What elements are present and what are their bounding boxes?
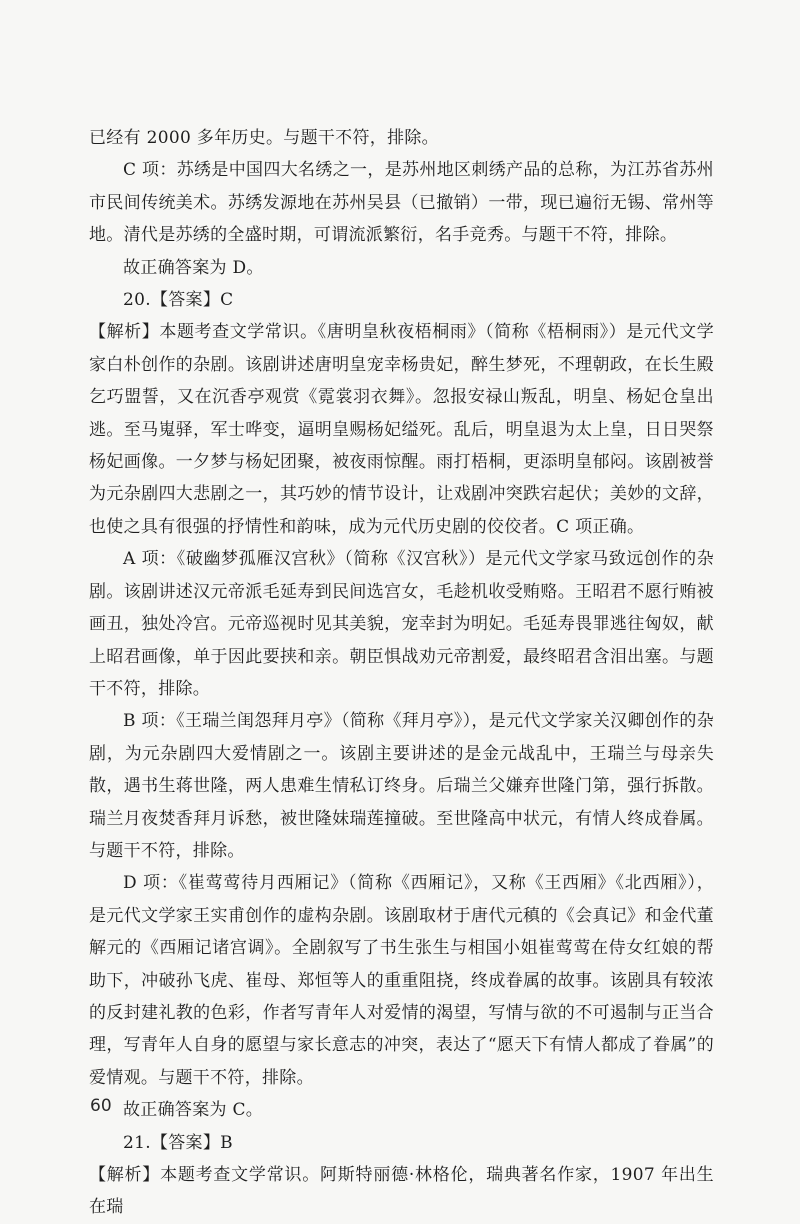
paragraph-continuation: 已经有 2000 多年历史。与题干不符，排除。: [89, 128, 439, 148]
paragraph-answer-conclusion: 故正确答案为 C。: [123, 1100, 264, 1121]
paragraph-option-c: C 项：苏绣是中国四大名绣之一，是苏州地区刺绣产品的总称，为江苏省苏州市民间传统美术。苏绣发源地在苏州吴县（已撤销）一带，现已遍衍无锡、常州等地。清代是苏绣的全盛时期，可谓流派繁衍，名手竞秀。与题干不符，排除。: [89, 160, 714, 246]
body-text: [89, 122, 714, 1224]
page-number: 60: [90, 1096, 112, 1116]
paragraph-analysis-20: 【解析】本题考查文学常识。《唐明皇秋夜梧桐雨》（简称《梧桐雨》）是元代文学家白朴创作的杂剧。该剧讲述唐明皇宠幸杨贵妃，醉生梦死，不理朝政，在长生殿乞巧盟誓，又在沉香亭观赏《霓裳羽衣舞》。忽报安禄山叛乱，明皇、杨妃仓皇出逃。至马嵬驿，军士哗变，逼明皇赐杨妃缢死。乱后，明皇退为太上皇，日日哭祭杨妃画像。一夕梦与杨妃团聚，被夜雨惊醒。雨打梧桐，更添明皇郁闷。该剧被誉为元杂剧四大悲剧之一，其巧妙的情节设计，让戏剧冲突跌宕起伏；美妙的文辞，也使之具有很强的抒情性和韵味，成为元代历史剧的佼佼者。C 项正确。: [89, 322, 714, 537]
answer-heading-20: 20.【答案】C: [123, 290, 234, 311]
paragraph-option-a: A 项：《破幽梦孤雁汉宫秋》（简称《汉宫秋》）是元代文学家马致远创作的杂剧。该剧讲述汉元帝派毛延寿到民间选宫女，毛趁机收受贿赂。王昭君不愿行贿被画丑，独处冷宫。元帝巡视时见其美貌，宠幸封为明妃。毛延寿畏罪逃往匈奴，献上昭君画像，单于因此要挟和亲。朝臣惧战劝元帝割爱，最终昭君含泪出塞。与题干不符，排除。: [89, 549, 714, 699]
answer-heading-21: 21.【答案】B: [123, 1132, 233, 1153]
paragraph-analysis-21: 【解析】本题考查文学常识。阿斯特丽德·林格伦，瑞典著名作家，1907 年出生在瑞: [89, 1165, 714, 1218]
paragraph-option-b: B 项：《王瑞兰闺怨拜月亭》（简称《拜月亭》），是元代文学家关汉卿创作的杂剧，为元杂剧四大爱情剧之一。该剧主要讲述的是金元战乱中，王瑞兰与母亲失散，遇书生蒋世隆，两人患难生情私订终身。后瑞兰父嫌弃世隆门第，强行拆散。瑞兰月夜焚香拜月诉愁，被世隆妹瑞莲撞破。至世隆高中状元，有情人终成眷属。与题干不符，排除。: [89, 711, 714, 861]
paragraph-answer-conclusion: 故正确答案为 D。: [123, 257, 264, 278]
paragraph-option-d: D 项：《崔莺莺待月西厢记》（简称《西厢记》，又称《王西厢》《北西厢》），是元代文学家王实甫创作的虚构杂剧。该剧取材于唐代元稹的《会真记》和金代董解元的《西厢记诸宫调》。全剧叙写了书生张生与相国小姐崔莺莺在侍女红娘的帮助下，冲破孙飞虎、崔母、郑恒等人的重重阻挠，终成眷属的故事。该剧具有较浓的反封建礼教的色彩，作者写青年人对爱情的渴望，写情与欲的不可遏制与正当合理，写青年人自身的愿望与家长意志的冲突，表达了“愿天下有情人都成了眷属”的爱情观。与题干不符，排除。: [89, 873, 714, 1088]
